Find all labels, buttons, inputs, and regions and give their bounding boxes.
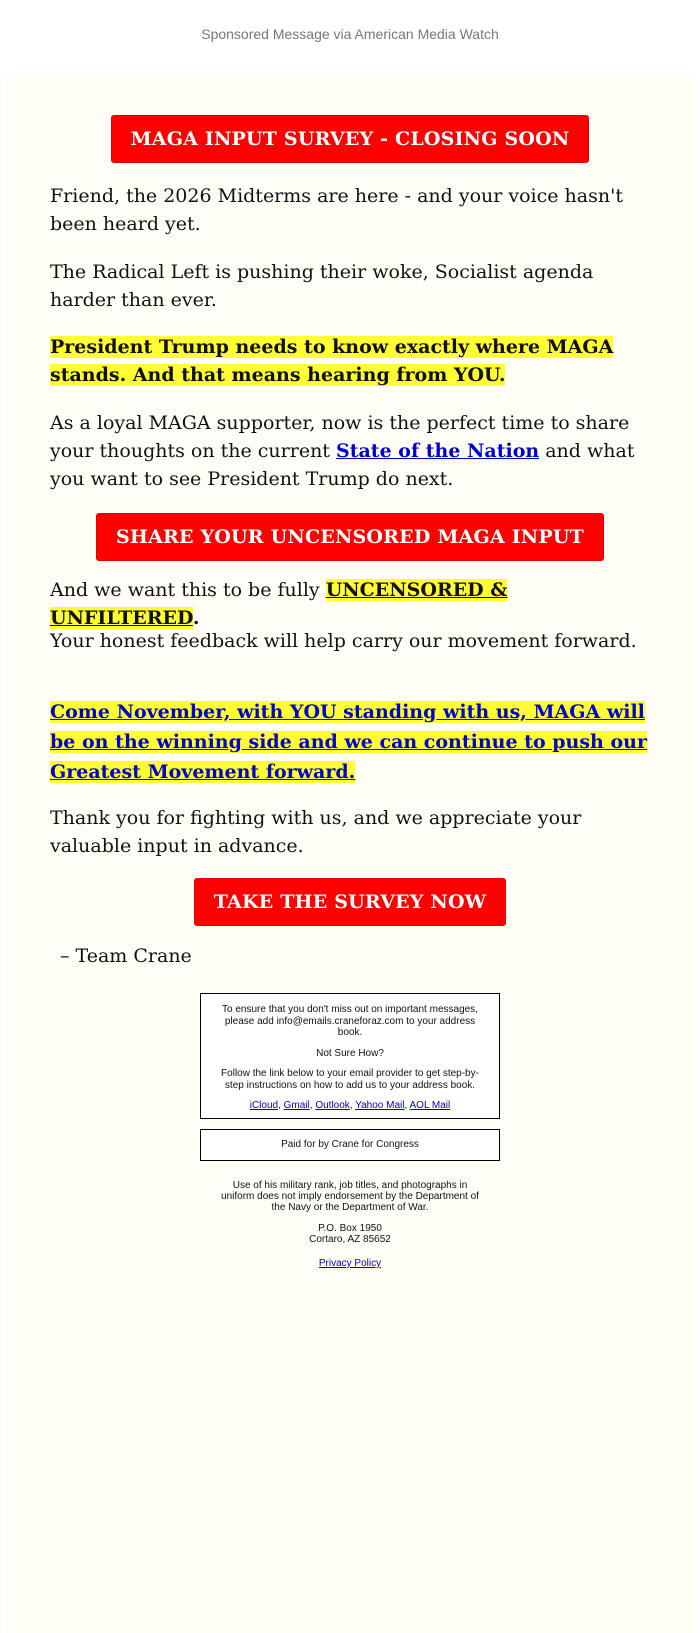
thank-you-paragraph: Thank you for fighting with us, and we appreciate your valuable input in advance. xyxy=(50,807,582,857)
yahoo-mail-link[interactable]: Yahoo Mail xyxy=(355,1100,405,1111)
state-of-nation-link[interactable]: State of the Nation xyxy=(335,440,540,462)
city-zip: Cortaro, AZ 85652 xyxy=(309,1234,391,1245)
sponsor-header xyxy=(0,0,700,70)
email-body xyxy=(5,76,695,1633)
bottom-button-row xyxy=(50,878,650,926)
po-box: P.O. Box 1950 xyxy=(318,1223,382,1234)
survey-closing-button[interactable]: MAGA INPUT SURVEY - CLOSING SOON xyxy=(111,115,590,163)
gmail-link[interactable]: Gmail xyxy=(283,1100,310,1111)
privacy-policy-link[interactable]: Privacy Policy xyxy=(318,1258,382,1269)
uncensored-paragraph xyxy=(50,576,650,632)
highlight-paragraph xyxy=(50,333,650,389)
outlook-link[interactable]: Outlook xyxy=(315,1100,350,1111)
uncensored-before: And we want this to be fully xyxy=(50,579,326,601)
loyal-text-after: and what you want to see President Trump do next. xyxy=(50,440,635,490)
address-book-note: To ensure that you don't miss out on important messages, please add info@emails.craneforaz.com to your address book. xyxy=(222,1004,478,1038)
provider-links: iCloud, Gmail, Outlook, Yahoo Mail, AOL Mail xyxy=(249,1100,451,1111)
disclaimer-text: Use of his military rank, job titles, and photographs in uniform does not imply endorsement by the Department of the Navy or the Department of War. xyxy=(221,1180,479,1213)
not-sure-heading: Not Sure How? xyxy=(316,1047,384,1059)
sponsor-text: Sponsored Message via American Media Watch xyxy=(201,26,499,42)
icloud-link[interactable]: iCloud xyxy=(249,1100,279,1111)
uncensored-after: . xyxy=(192,607,200,629)
uncensored-emph[interactable]: UNCENSORED & UNFILTERED xyxy=(50,579,508,629)
follow-note: Follow the link below to your email provider to get step-by-step instructions on how to add us to your address book. xyxy=(221,1068,479,1091)
share-input-button[interactable]: SHARE YOUR UNCENSORED MAGA INPUT xyxy=(96,513,604,561)
loyal-text-before: As a loyal MAGA supporter, now is the perfect time to share your thoughts on the current xyxy=(50,412,630,462)
feedback-paragraph: Your honest feedback will help carry our movement forward. xyxy=(50,630,637,652)
mid-button-row xyxy=(50,513,650,561)
aol-mail-link[interactable]: AOL Mail xyxy=(409,1100,451,1111)
paid-for-text: Paid for by Crane for Congress xyxy=(281,1139,419,1150)
take-survey-button[interactable]: TAKE THE SURVEY NOW xyxy=(194,878,507,926)
disclaimer xyxy=(215,1180,485,1269)
address-book-box xyxy=(200,993,500,1119)
signature: – Team Crane xyxy=(60,945,192,967)
paid-for-box xyxy=(200,1129,500,1161)
loyal-supporter-paragraph xyxy=(50,409,650,493)
top-button-row xyxy=(50,115,650,163)
highlight-text: President Trump needs to know exactly where MAGA stands. And that means hearing from YOU. xyxy=(50,336,614,386)
intro-paragraph: Friend, the 2026 Midterms are here - and your voice hasn't been heard yet. xyxy=(50,185,623,235)
november-paragraph xyxy=(50,697,650,787)
november-link[interactable]: Come November, with YOU standing with us, MAGA will be on the winning side and we can continue to push our Greatest Movement forward. xyxy=(50,701,647,783)
radical-left-paragraph: The Radical Left is pushing their woke, Socialist agenda harder than ever. xyxy=(50,261,594,311)
